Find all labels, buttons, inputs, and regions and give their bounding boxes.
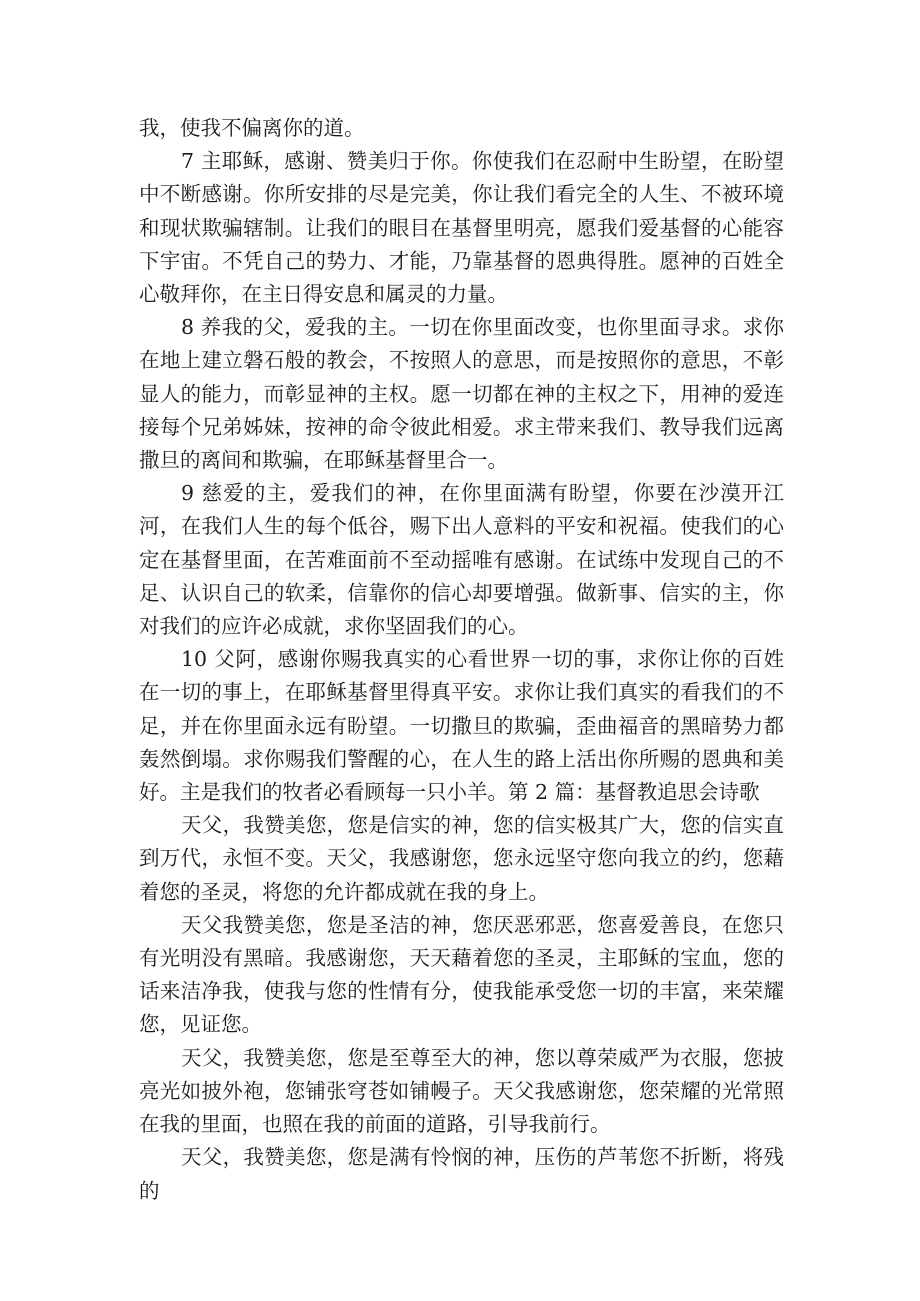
paragraph-praise-majesty: 天父，我赞美您，您是至尊至大的神，您以尊荣威严为衣服，您披亮光如披外袍，您铺张穹苍如铺幔子。天父我感谢您，您荣耀的光常照在我的里面，也照在我的前面的道路，引导我前行。 — [139, 1045, 784, 1137]
paragraph-prayer-8: 8 养我的父，爱我的主。一切在你里面改变，也你里面寻求。求你在地上建立磐石般的教会，不按照人的意思，而是按照你的意思，不彰显人的能力，而彰显神的主权。愿一切都在神的主权之下，用神的爱连接每个兄弟姊妹，按神的命令彼此相爱。求主带来我们、教导我们远离撒旦的离间和欺骗，在耶稣基督里合一。 — [139, 315, 784, 473]
paragraph-prayer-7: 7 主耶稣，感谢、赞美归于你。你使我们在忍耐中生盼望，在盼望中不断感谢。你所安排的尽是完美，你让我们看完全的人生、不被环境和现状欺骗辖制。让我们的眼目在基督里明亮，愿我们爱基督的心能容下宇宙。不凭自己的势力、才能，乃靠基督的恩典得胜。愿神的百姓全心敬拜你，在主日得安息和属灵的力量。 — [139, 149, 784, 307]
paragraph-praise-mercy: 天父，我赞美您，您是满有怜悯的神，压伤的芦苇您不折断，将残的 — [139, 1145, 784, 1203]
paragraph-continuation: 我，使我不偏离你的道。 — [139, 116, 365, 140]
paragraph-praise-holy: 天父我赞美您，您是圣洁的神，您厌恶邪恶，您喜爱善良，在您只有光明没有黑暗。我感谢您，天天藉着您的圣灵，主耶稣的宝血，您的话来洁净我，使我与您的性情有分，使我能承受您一切的丰富，来荣耀您，见证您。 — [139, 912, 784, 1037]
paragraph-prayer-9: 9 慈爱的主，爱我们的神，在你里面满有盼望，你要在沙漠开江河，在我们人生的每个低谷，赐下出人意料的平安和祝福。使我们的心定在基督里面，在苦难面前不至动摇唯有感谢。在试练中发现自己的不足、认识自己的软柔，信靠你的信心却要增强。做新事、信实的主，你对我们的应许必成就，求你坚固我们的心。 — [139, 481, 784, 639]
paragraph-prayer-10: 10 父阿，感谢你赐我真实的心看世界一切的事，求你让你的百姓在一切的事上，在耶稣基督里得真平安。求你让我们真实的看我们的不足，并在你里面永远有盼望。一切撒旦的欺骗，歪曲福音的黑暗势力都轰然倒塌。求你赐我们警醒的心，在人生的路上活出你所赐的恩典和美好。主是我们的牧者必看顾每一只小羊。第 2 篇：基督教追思会诗歌 — [139, 647, 784, 805]
paragraph-praise-faithful: 天父，我赞美您，您是信实的神，您的信实极其广大，您的信实直到万代，永恒不变。天父，我感谢您，您永远坚守您向我立的约，您藉着您的圣灵，将您的允许都成就在我的身上。 — [139, 813, 784, 904]
